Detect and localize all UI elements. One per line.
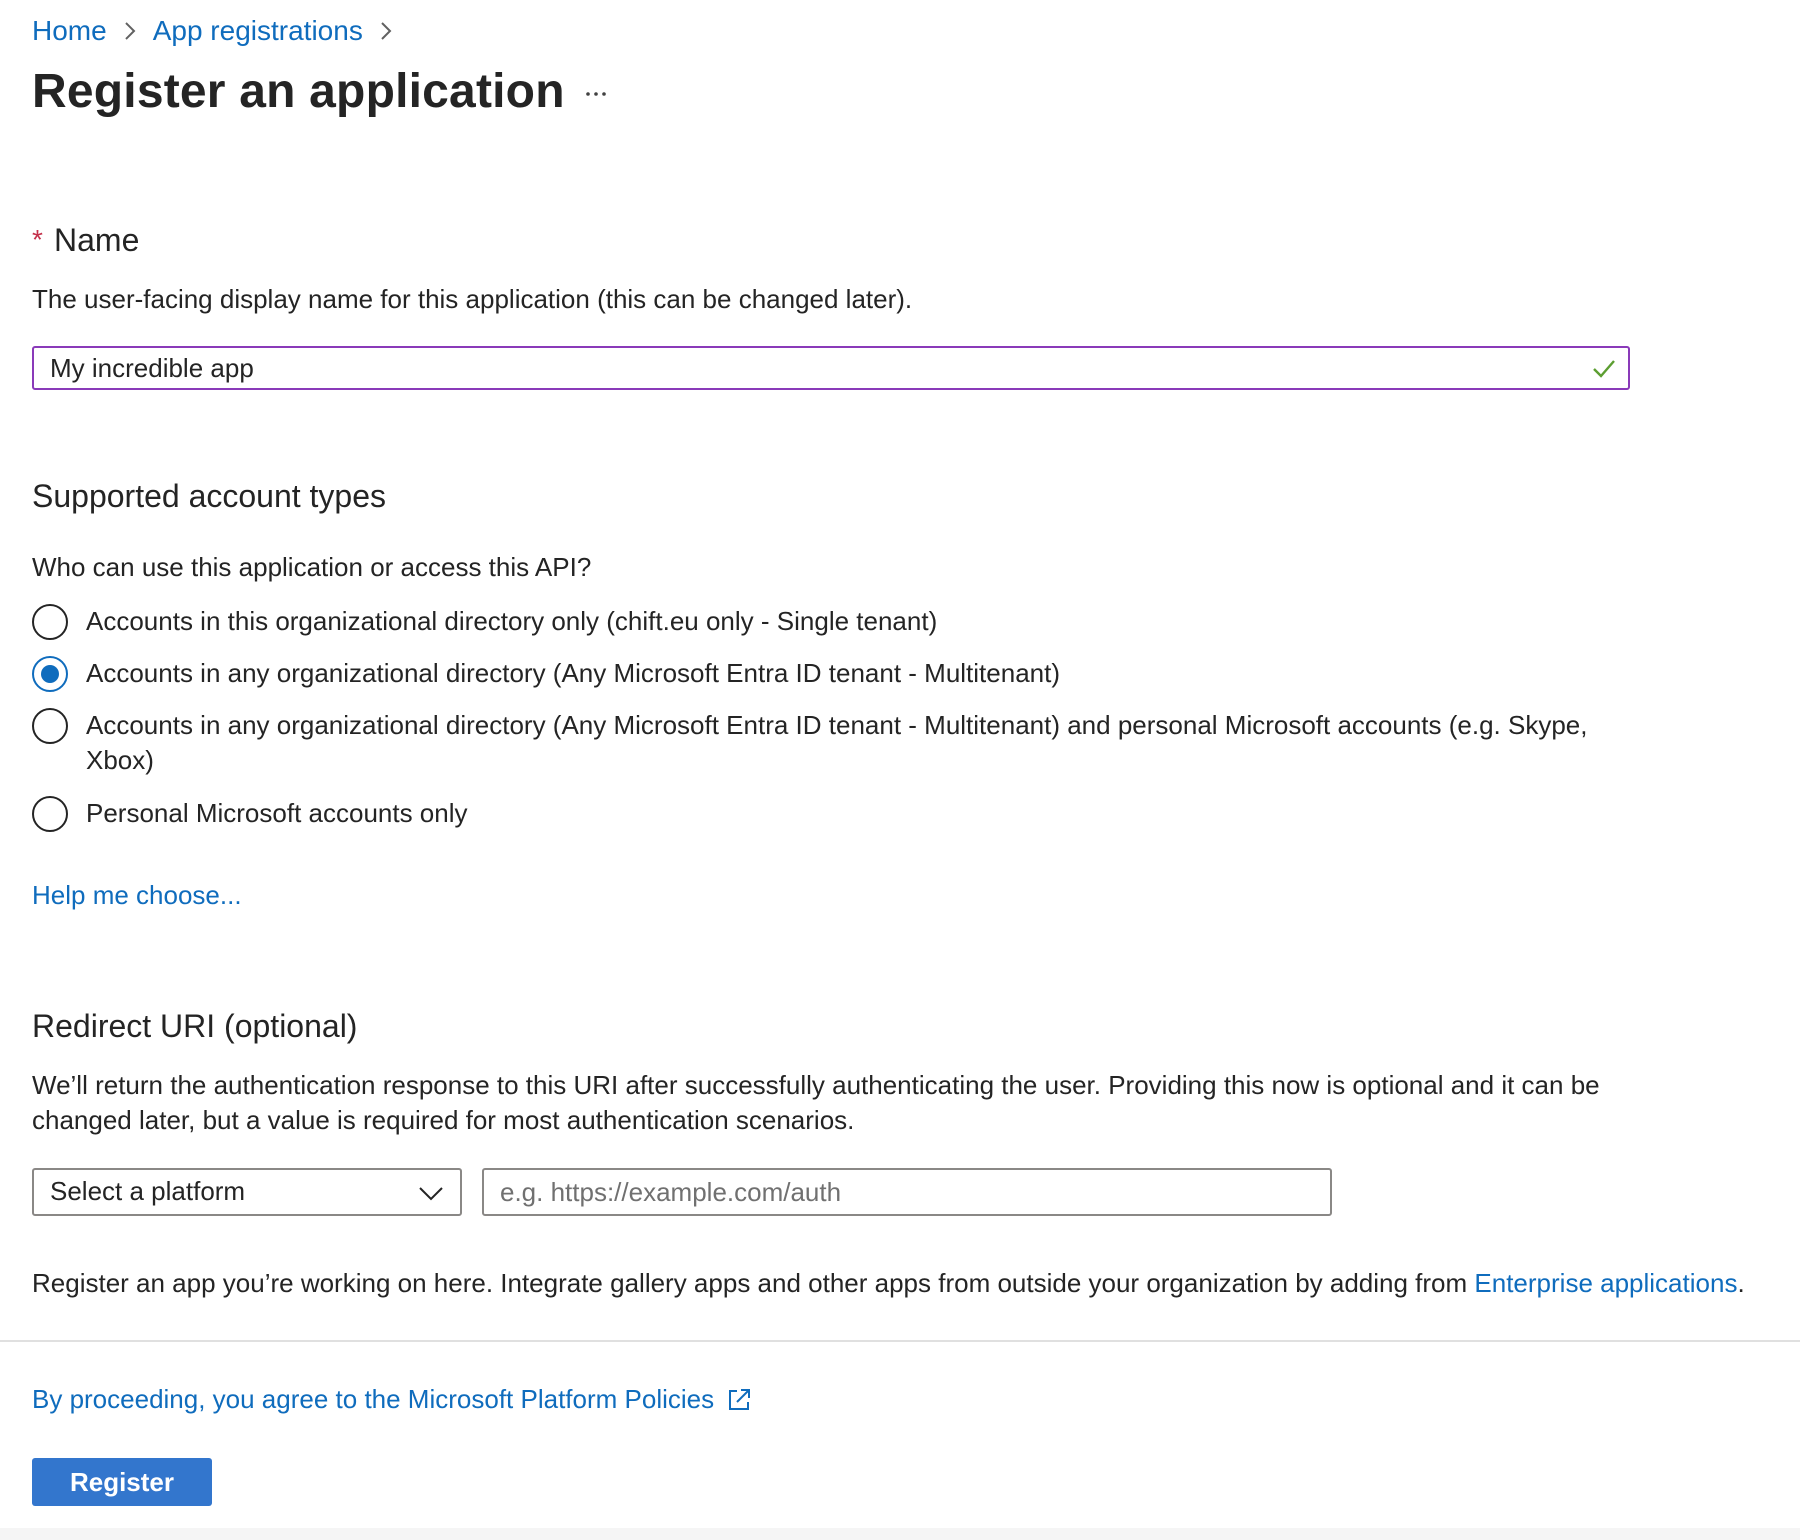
- account-type-option-multitenant[interactable]: [32, 656, 1592, 692]
- radio-label: Accounts in any organizational directory (Any Microsoft Entra ID tenant - Multitenant): [86, 658, 1060, 688]
- redirect-uri-input[interactable]: [500, 1170, 1310, 1214]
- register-info-text: [32, 1268, 1792, 1299]
- radio-selected-dot: [41, 665, 59, 683]
- radio-label: Personal Microsoft accounts only: [86, 798, 468, 828]
- platform-policies-link[interactable]: [32, 1384, 754, 1415]
- platform-select-value: Select a platform: [50, 1176, 246, 1206]
- radio-button-selected[interactable]: [32, 656, 68, 692]
- radio-button[interactable]: [32, 796, 68, 832]
- help-me-choose-link[interactable]: Help me choose...: [32, 880, 242, 910]
- name-description: The user-facing display name for this application (this can be changed later).: [32, 284, 913, 314]
- chevron-right-icon: [367, 12, 405, 50]
- enterprise-applications-link[interactable]: Enterprise applications: [1474, 1268, 1738, 1298]
- account-types-heading: Supported account types: [32, 478, 387, 514]
- footer: [0, 1342, 1800, 1540]
- name-field: [32, 346, 1630, 390]
- redirect-uri-description: We’ll return the authentication response to this URI after successfully authenticating the user. Providing this now is optional and it can be changed later, but a value is required for most authentication scenarios.: [32, 1070, 1600, 1135]
- account-types-question: Who can use this application or access this API?: [32, 552, 592, 582]
- chevron-down-icon: [416, 1178, 446, 1208]
- page-title: Register an application: [32, 65, 565, 118]
- checkmark-icon: [1590, 354, 1618, 382]
- radio-label: Accounts in this organizational directory only (chift.eu only - Single tenant): [86, 606, 938, 636]
- breadcrumb: [32, 12, 409, 50]
- register-button[interactable]: Register: [32, 1458, 212, 1506]
- account-type-option-personal-only[interactable]: [32, 796, 1592, 832]
- redirect-uri-field: [482, 1168, 1332, 1216]
- radio-button[interactable]: [32, 708, 68, 744]
- account-type-option-multitenant-personal[interactable]: [32, 708, 1592, 778]
- register-info-message: Register an app you’re working on here. Integrate gallery apps and other apps from outside your organization by adding from: [32, 1268, 1475, 1298]
- bottom-shade: [0, 1528, 1800, 1540]
- radio-button[interactable]: [32, 604, 68, 640]
- platform-select[interactable]: [32, 1168, 462, 1216]
- name-input[interactable]: [50, 348, 1550, 388]
- external-link-icon: [724, 1385, 754, 1415]
- redirect-uri-heading: Redirect URI (optional): [32, 1008, 358, 1044]
- ellipsis-icon[interactable]: [578, 76, 614, 112]
- register-info-suffix: .: [1737, 1268, 1745, 1298]
- name-label: Name: [54, 222, 140, 258]
- required-marker: *: [32, 224, 43, 255]
- account-type-option-single-tenant[interactable]: [32, 604, 1592, 640]
- platform-policies-label: By proceeding, you agree to the Microsoft Platform Policies: [32, 1384, 715, 1414]
- breadcrumb-app-registrations-link[interactable]: App registrations: [152, 15, 363, 46]
- breadcrumb-home-link[interactable]: Home: [32, 15, 107, 46]
- chevron-right-icon: [111, 12, 149, 50]
- radio-label: Accounts in any organizational directory (Any Microsoft Entra ID tenant - Multitenant) and personal Microsoft accounts (e.g. Skype, Xbox): [86, 710, 1588, 775]
